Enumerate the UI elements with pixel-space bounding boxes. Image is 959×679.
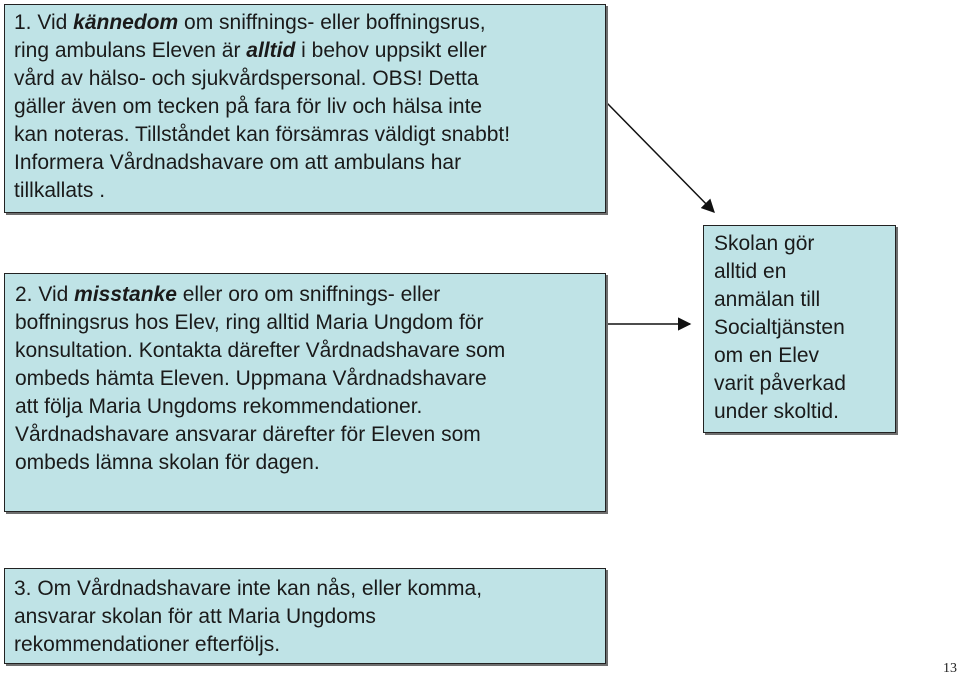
page-number: 13 — [943, 661, 957, 676]
outcome-text: Skolan gör alltid en anmälan till Socialtjänsten om en Elev varit påverkad under skoltid. — [714, 232, 846, 423]
step-1-text — [14, 9, 605, 205]
step-2-prefix: 2. Vid — [15, 283, 75, 306]
outcome-box — [703, 225, 896, 433]
step-1-box — [4, 4, 606, 213]
step-1-rest: i behov uppsikt eller vård av hälso- och sjukvårdspersonal. OBS! Detta gäller även om tecken på fara för liv och hälsa inte kan noteras. Tillståndet kan försämras väldigt snabbt! Informera Vårdnadshavare om att ambulans har tillkallats . — [14, 39, 511, 202]
arrow-box1-to-box4 — [606, 102, 714, 212]
step-2-keyword-misstanke: misstanke — [74, 283, 177, 306]
step-3-text: 3. Om Vårdnadshavare inte kan nås, eller komma, ansvarar skolan för att Maria Ungdoms rekommendationer efterföljs. — [14, 577, 483, 656]
step-1-middle: om sniffnings- eller boffningsrus, ring ambulans Eleven är — [14, 11, 486, 62]
step-1-keyword-alltid: alltid — [246, 39, 296, 62]
step-1-prefix: 1. Vid — [14, 11, 74, 34]
step-2-rest: eller oro om sniffnings- eller boffningsrus hos Elev, ring alltid Maria Ungdom för konsultation. Kontakta därefter Vårdnadshavare som ombeds hämta Eleven. Uppmana Vårdnadshavare att följa Maria Ungdoms rekommendationer. Vårdnadshavare ansvarar därefter för Eleven som ombeds lämna skolan för dagen. — [15, 283, 506, 474]
step-2-text — [15, 281, 605, 477]
step-2-box — [4, 273, 606, 512]
step-1-keyword-kannedom: kännedom — [73, 11, 179, 34]
step-3-box — [4, 568, 606, 664]
